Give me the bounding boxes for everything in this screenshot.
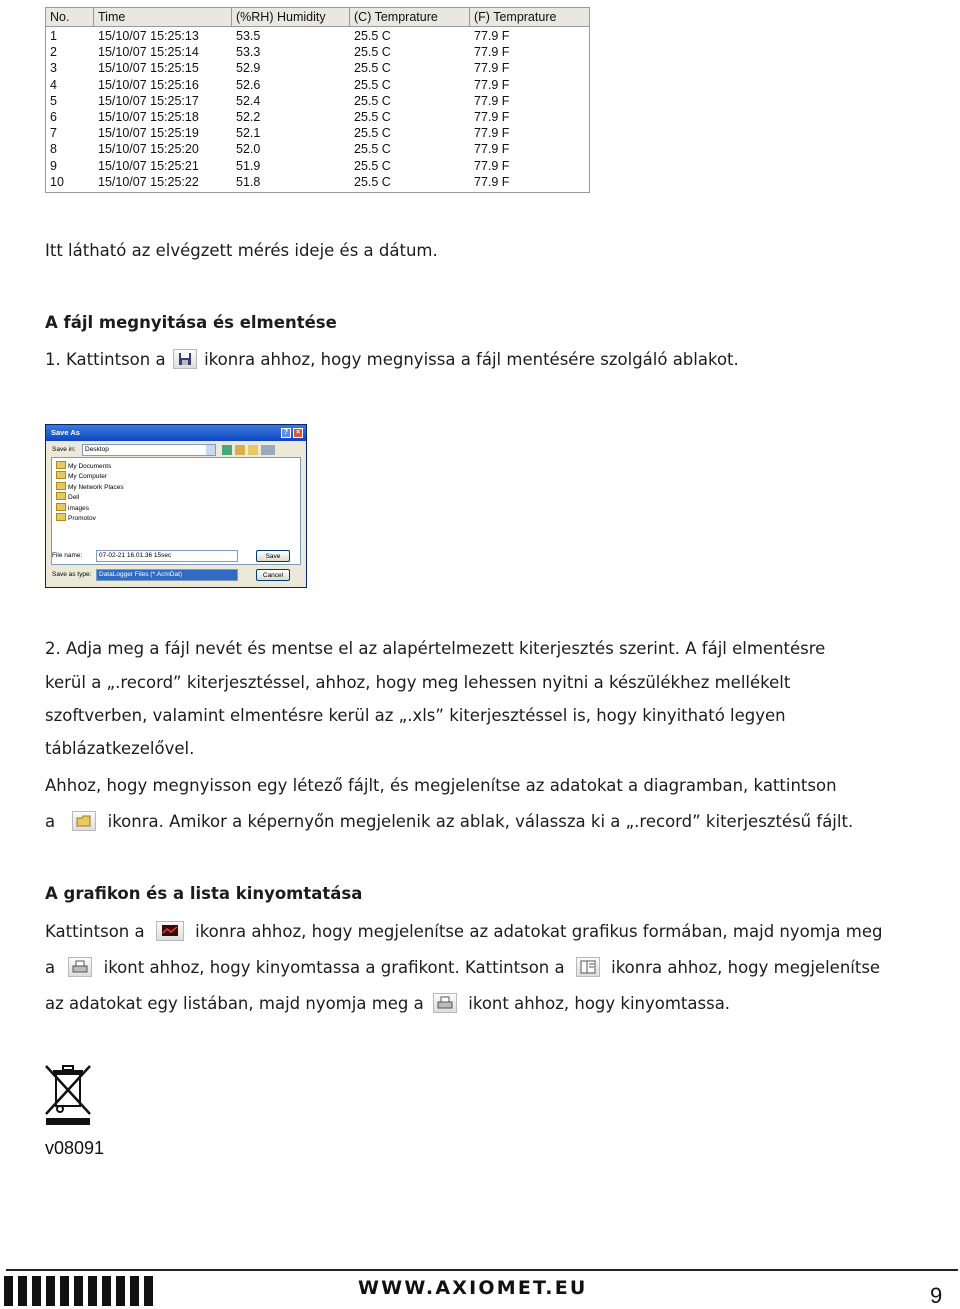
open-line-2-b: ikonra. Amikor a képernyőn megjelenik az ablak, válassza ki a „.record” kiterjesztésű fájlt. — [107, 812, 854, 831]
footer-bar — [74, 1276, 83, 1306]
footer-bar — [130, 1276, 139, 1306]
folder-icon — [56, 513, 66, 521]
footer-bar — [116, 1276, 125, 1306]
views-icon[interactable] — [261, 445, 275, 455]
folder-icon — [56, 471, 66, 479]
table-cell: 4 — [50, 77, 57, 92]
step-1-text-b: ikonra ahhoz, hogy megnyissa a fájl mentésére szolgáló ablakot. — [204, 350, 739, 369]
footer-bar — [32, 1276, 41, 1306]
print-line-1-b: ikonra ahhoz, hogy megjelenítse az adatokat grafikus formában, majd nyomja meg — [195, 922, 883, 941]
table-cell: 25.5 C — [354, 158, 391, 173]
table-cell: 9 — [50, 158, 57, 173]
printer-icon — [433, 993, 457, 1013]
table-cell: 52.1 — [236, 126, 261, 141]
print-line-2-b: ikont ahhoz, hogy kinyomtassa a grafikont. Kattintson a — [103, 958, 565, 977]
table-row[interactable] — [46, 174, 589, 190]
open-line-1: Ahhoz, hogy megnyisson egy létező fájlt, és megjelenítse az adatokat a diagramban, kattintson — [45, 776, 837, 795]
table-cell: 15/10/07 15:25:21 — [98, 158, 199, 173]
table-cell: 53.3 — [236, 45, 261, 60]
table-cell: 1 — [50, 29, 57, 43]
list-item[interactable] — [56, 471, 107, 481]
list-item-label: My Computer — [68, 473, 108, 481]
table-row[interactable] — [46, 28, 589, 44]
print-line-1-a: Kattintson a — [45, 922, 145, 941]
table-row[interactable] — [46, 125, 589, 141]
table-cell: 77.9 F — [474, 126, 510, 141]
table-cell: 15/10/07 15:25:13 — [98, 29, 199, 43]
save-type-select[interactable] — [96, 569, 238, 581]
section-heading-print: A grafikon és a lista kinyomtatása — [45, 884, 363, 903]
table-cell: 3 — [50, 61, 57, 76]
table-cell: 52.0 — [236, 142, 261, 157]
header-time[interactable]: Time — [94, 8, 232, 26]
file-name-label: File name: — [52, 552, 83, 559]
save-type-label: Save as type: — [52, 571, 92, 578]
table-cell: 25.5 C — [354, 29, 391, 43]
table-cell: 15/10/07 15:25:16 — [98, 77, 199, 92]
table-cell: 77.9 F — [474, 158, 510, 173]
help-button[interactable]: ? — [281, 428, 291, 438]
footer-bar — [144, 1276, 153, 1306]
table-cell: 15/10/07 15:25:22 — [98, 174, 199, 189]
table-cell: 8 — [50, 142, 57, 157]
table-cell: 52.2 — [236, 110, 261, 124]
print-line-3-a: az adatokat egy listában, majd nyomja meg a — [45, 994, 424, 1013]
table-row[interactable] — [46, 109, 589, 125]
open-line-2-a: a — [45, 812, 56, 831]
step-2-line-4: táblázatkezelővel. — [45, 739, 195, 758]
list-item[interactable] — [56, 482, 124, 492]
file-list — [51, 457, 301, 565]
save-type-value: DataLogger Files (*.AcmDat) — [99, 571, 183, 578]
table-row[interactable] — [46, 158, 589, 174]
caption-text: Itt látható az elvégzett mérés ideje és a dátum. — [45, 241, 438, 260]
table-cell: 77.9 F — [474, 61, 510, 76]
list-item[interactable] — [56, 503, 89, 513]
table-cell: 15/10/07 15:25:17 — [98, 93, 199, 108]
table-row[interactable] — [46, 44, 589, 60]
step-1-text-a: 1. Kattintson a — [45, 350, 166, 369]
table-cell: 25.5 C — [354, 77, 391, 92]
table-row[interactable] — [46, 77, 589, 93]
table-cell: 15/10/07 15:25:15 — [98, 61, 199, 76]
table-cell: 10 — [50, 174, 64, 189]
list-item-label: images — [68, 504, 89, 512]
table-cell: 7 — [50, 126, 57, 141]
step-1 — [45, 349, 739, 370]
folder-icon — [56, 503, 66, 511]
footer-rule — [6, 1269, 958, 1271]
table-cell: 53.5 — [236, 29, 261, 43]
table-cell: 77.9 F — [474, 110, 510, 124]
header-no[interactable]: No. — [46, 8, 94, 26]
list-item-label: Dell — [68, 494, 80, 502]
print-line-2-c: ikonra ahhoz, hogy megjelenítse — [611, 958, 881, 977]
version-label: v08091 — [45, 1138, 105, 1158]
folder-icon — [56, 482, 66, 490]
table-cell: 77.9 F — [474, 77, 510, 92]
folder-icon — [56, 492, 66, 500]
table-cell: 15/10/07 15:25:14 — [98, 45, 199, 60]
table-cell: 15/10/07 15:25:18 — [98, 110, 199, 124]
file-name-input[interactable]: 07-02-21 16.01.36 15sec — [96, 550, 238, 562]
print-line-2 — [45, 957, 880, 978]
save-as-dialog — [45, 424, 307, 588]
table-cell: 77.9 F — [474, 142, 510, 157]
table-cell: 25.5 C — [354, 126, 391, 141]
print-line-2-a: a — [45, 958, 56, 977]
open-folder-icon — [72, 811, 96, 831]
footer-bar — [18, 1276, 27, 1306]
list-item-label: My Documents — [68, 463, 112, 470]
table-cell: 15/10/07 15:25:20 — [98, 142, 199, 157]
printer-icon — [68, 957, 92, 977]
table-cell: 2 — [50, 45, 57, 60]
table-row[interactable] — [46, 141, 589, 157]
step-2-line-2: kerül a „.record” kiterjesztéssel, ahhoz, hogy meg lehessen nyitni a készülékhez mellékelt — [45, 673, 791, 692]
table-cell: 25.5 C — [354, 142, 391, 157]
table-cell: 25.5 C — [354, 61, 391, 76]
step-2-line-1: 2. Adja meg a fájl nevét és mentse el az alapértelmezett kiterjesztés szerint. A fájl elmentésre — [45, 639, 826, 658]
section-heading-file: A fájl megnyitása és elmentése — [45, 313, 337, 332]
save-in-value: Desktop — [85, 446, 109, 453]
print-line-1 — [45, 921, 882, 942]
table-cell: 6 — [50, 110, 57, 124]
table-cell: 52.4 — [236, 93, 261, 108]
chevron-down-icon — [206, 445, 215, 455]
table-cell: 51.8 — [236, 174, 261, 189]
open-line-2 — [45, 811, 853, 832]
list-item[interactable] — [56, 513, 96, 523]
print-line-3-b: ikont ahhoz, hogy kinyomtassa. — [468, 994, 731, 1013]
table-cell: 52.6 — [236, 77, 261, 92]
table-cell: 25.5 C — [354, 110, 391, 124]
footer-bar — [46, 1276, 55, 1306]
list-item-label: Promotov — [68, 515, 96, 522]
header-temp-f[interactable]: (F) Temprature — [474, 10, 557, 24]
close-button[interactable]: × — [293, 428, 303, 438]
save-in-label: Save in: — [52, 446, 76, 453]
dialog-title: Save As — [51, 428, 80, 437]
back-icon[interactable] — [222, 445, 232, 455]
dialog-title-bar — [46, 425, 306, 441]
table-cell: 15/10/07 15:25:19 — [98, 126, 199, 141]
graph-icon — [156, 921, 184, 941]
footer-bar — [88, 1276, 97, 1306]
table-header — [46, 8, 589, 27]
print-line-3 — [45, 993, 730, 1014]
up-folder-icon[interactable] — [235, 445, 245, 455]
page-number: 9 — [930, 1283, 943, 1308]
table-cell: 51.9 — [236, 158, 261, 173]
footer-website[interactable]: WWW.AXIOMET.EU — [358, 1277, 588, 1299]
header-temp-c[interactable]: (C) Temprature — [350, 8, 470, 26]
table-cell: 25.5 C — [354, 93, 391, 108]
step-2-line-3: szoftverben, valamint elmentésre kerül az „.xls” kiterjesztéssel is, hogy kinyitható legyen — [45, 706, 786, 725]
header-humidity[interactable]: (%RH) Humidity — [232, 8, 350, 26]
table-cell: 25.5 C — [354, 174, 391, 189]
footer-bar — [4, 1276, 13, 1306]
table-row[interactable] — [46, 60, 589, 76]
table-cell: 5 — [50, 93, 57, 108]
list-item[interactable] — [56, 461, 111, 471]
table-cell: 77.9 F — [474, 93, 510, 108]
list-item[interactable] — [56, 492, 79, 502]
table-cell: 77.9 F — [474, 45, 510, 60]
weee-bin-icon — [44, 1064, 92, 1126]
table-row[interactable] — [46, 93, 589, 109]
table-cell: 25.5 C — [354, 45, 391, 60]
save-in-select[interactable] — [82, 444, 216, 456]
footer-bar — [102, 1276, 111, 1306]
list-item-label: My Network Places — [68, 483, 124, 491]
save-button[interactable]: Save — [256, 550, 290, 562]
table-cell: 77.9 F — [474, 174, 510, 189]
folder-icon — [56, 461, 66, 469]
cancel-button[interactable]: Cancel — [256, 569, 290, 581]
list-icon — [576, 957, 600, 977]
new-folder-icon[interactable] — [248, 445, 258, 455]
table-cell: 77.9 F — [474, 29, 510, 43]
data-table — [45, 7, 590, 193]
footer-bar — [60, 1276, 69, 1306]
table-cell: 52.9 — [236, 61, 261, 76]
save-icon — [173, 349, 197, 369]
